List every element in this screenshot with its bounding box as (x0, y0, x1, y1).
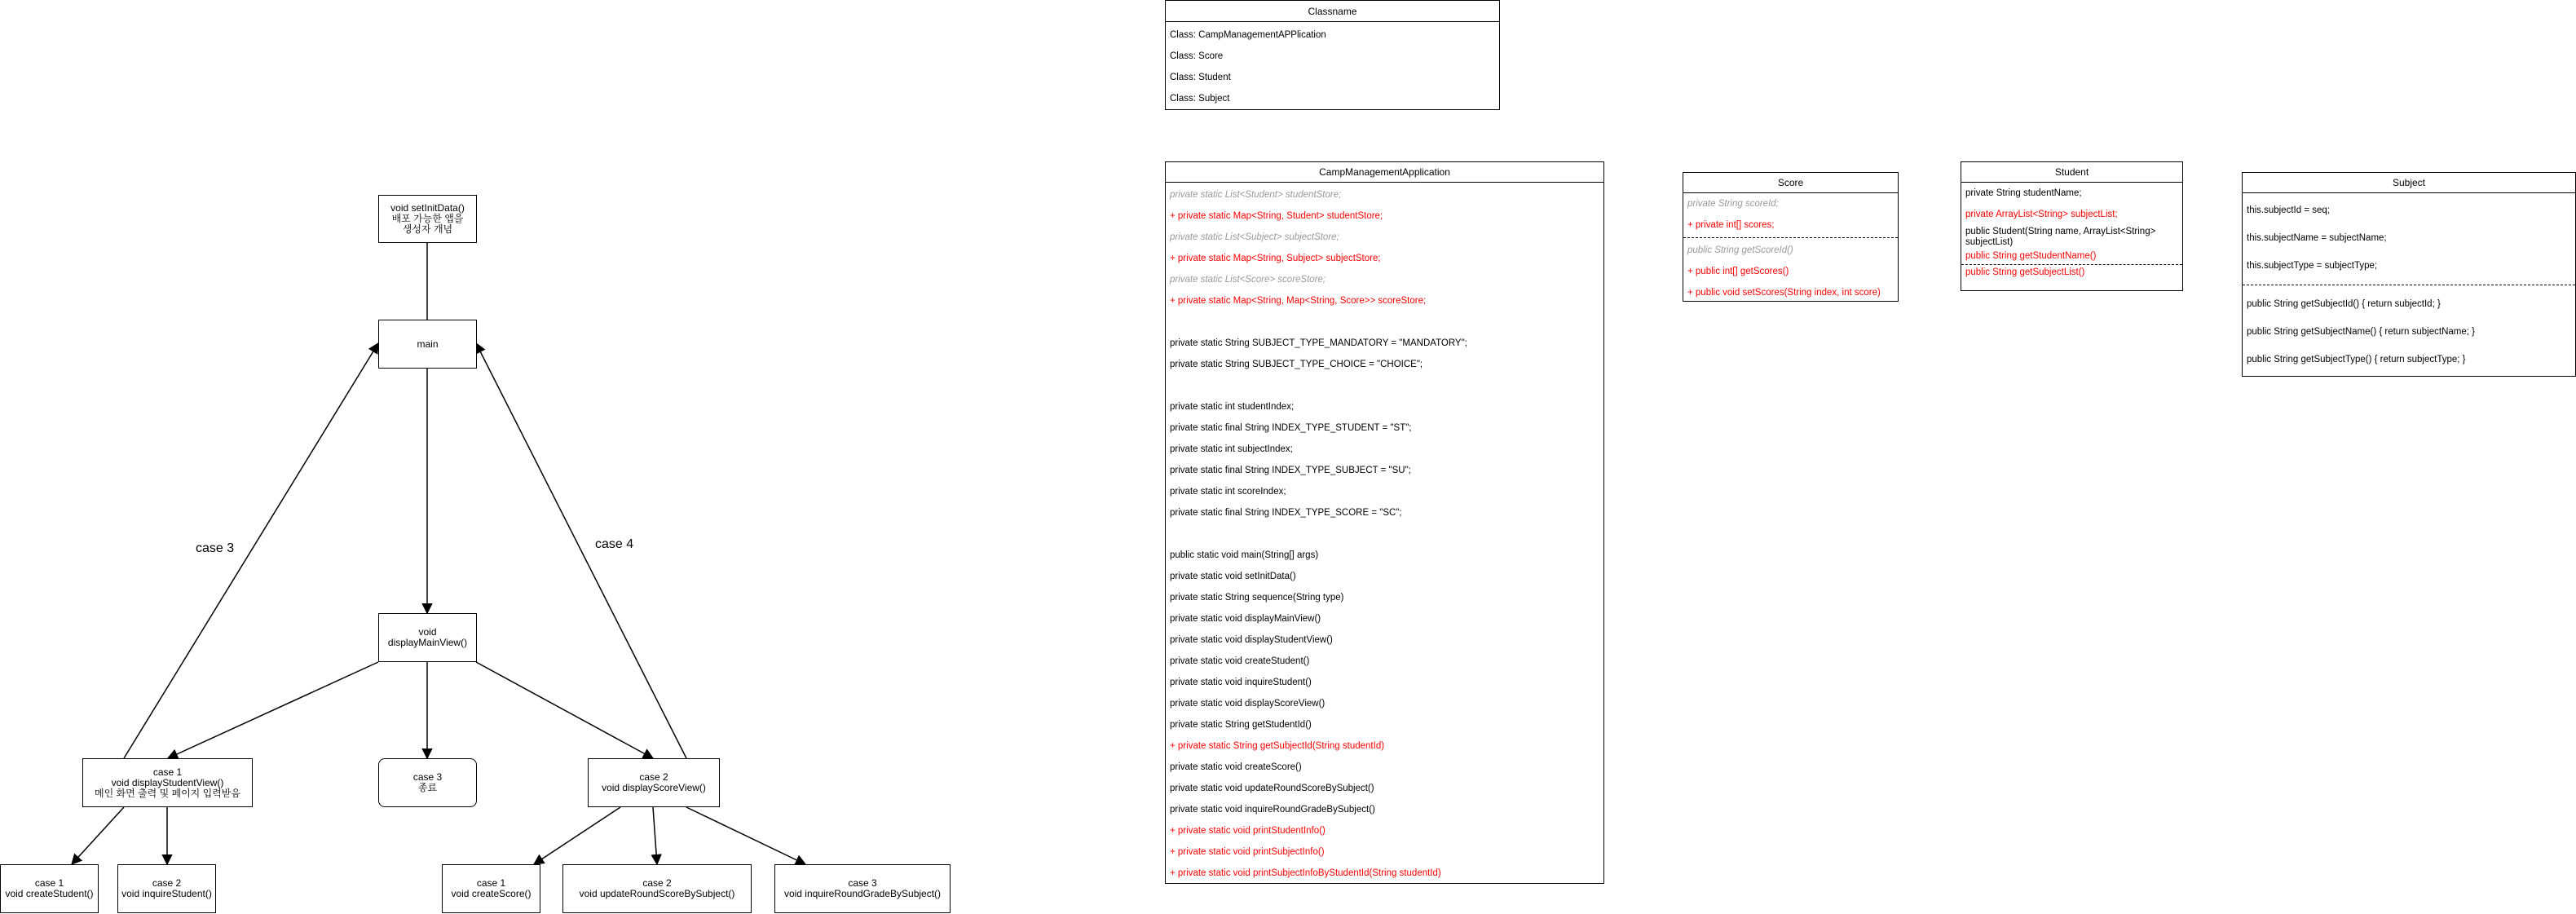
method: public String getSubjectType() { return subjectType; } (2247, 355, 2466, 364)
separator (1683, 237, 1898, 238)
method: public String getScoreId() (1687, 245, 1793, 255)
class-member-row: + private static Map<String, Student> studentStore; (1170, 211, 1383, 221)
class-student[interactable] (1961, 161, 2183, 291)
classname-title: Classname (1166, 1, 1499, 22)
method: public String getSubjectList() (1965, 267, 2085, 277)
node-create-student[interactable]: case 1 void createStudent() (0, 864, 99, 913)
class-member-row: private static void updateRoundScoreBySubject() (1170, 784, 1374, 793)
class-title: Subject (2243, 173, 2575, 193)
class-title: Student (1961, 162, 2182, 183)
field: this.subjectId = seq; (2247, 205, 2330, 215)
class-member-row: private static void createScore() (1170, 762, 1302, 772)
node-create-score[interactable]: case 1 void createScore() (442, 864, 540, 913)
node-set-init-data[interactable]: void setInitData() 배포 가능한 앱을 생성자 개념 (378, 195, 477, 243)
class-member-row: private static String SUBJECT_TYPE_MANDATORY = "MANDATORY"; (1170, 338, 1467, 348)
class-member-row: + private static void printSubjectInfoByStudentId(String studentId) (1170, 868, 1441, 878)
class-member-row: + private static void printSubjectInfo() (1170, 847, 1325, 857)
class-camp-management-application[interactable] (1165, 161, 1604, 884)
class-member-row: + private static Map<String, Map<String, Score>> scoreStore; (1170, 296, 1427, 306)
node-inquire-student[interactable]: case 2 void inquireStudent() (117, 864, 216, 913)
edge-case2-createscore (534, 807, 620, 864)
node-update-round-score[interactable]: case 2 void updateRoundScoreBySubject() (562, 864, 752, 913)
field: private ArrayList<String> subjectList; (1965, 210, 2118, 219)
class-member-row: private static List<Subject> subjectStore; (1170, 232, 1339, 242)
class-member-row: private static void inquireRoundGradeBySubject() (1170, 805, 1375, 815)
classname-row: Class: Score (1170, 51, 1224, 61)
edge-label-case4: case 4 (595, 537, 634, 551)
class-member-row: private static void createStudent() (1170, 656, 1310, 666)
class-member-row: private static String SUBJECT_TYPE_CHOICE = "CHOICE"; (1170, 360, 1423, 369)
edge-case1-createstudent (72, 807, 124, 864)
class-member-row: + private static Map<String, Subject> subjectStore; (1170, 254, 1381, 263)
class-member-row: private static String sequence(String type) (1170, 593, 1344, 603)
blank-row (1166, 523, 1603, 545)
node-case1-display-student-view[interactable]: case 1 void displayStudentView() 메인 화면 출력 및 페이지 입력받음 (82, 758, 253, 807)
class-member-row: private static void displayStudentView() (1170, 635, 1333, 645)
class-member-row: private static void displayScoreView() (1170, 699, 1325, 709)
class-member-row: private static void setInitData() (1170, 572, 1296, 581)
field: this.subjectType = subjectType; (2247, 261, 2378, 271)
classname-row: Class: Subject (1170, 94, 1230, 104)
edge-displaymain-case1 (168, 662, 378, 758)
class-subject[interactable] (2242, 172, 2576, 377)
class-member-row: private static final String INDEX_TYPE_SUBJECT = "SU"; (1170, 466, 1411, 475)
classname-row: Class: Student (1170, 73, 1231, 82)
node-inquire-round-grade[interactable]: case 3 void inquireRoundGradeBySubject() (774, 864, 951, 913)
class-title: Score (1683, 173, 1898, 193)
class-member-row: private static final String INDEX_TYPE_SCORE = "SC"; (1170, 508, 1402, 518)
field: private String scoreId; (1687, 199, 1779, 209)
node-display-main-view[interactable]: void displayMainView() (378, 613, 477, 662)
class-member-row: private static int subjectIndex; (1170, 444, 1293, 454)
class-member-row: private static List<Score> scoreStore; (1170, 275, 1326, 285)
method: + public void setScores(String index, int score) (1687, 288, 1881, 298)
class-member-row: + private static void printStudentInfo() (1170, 826, 1325, 836)
edge-case2-back-main (476, 343, 686, 758)
method: + public int[] getScores() (1687, 267, 1789, 276)
blank-row (1166, 311, 1603, 333)
classname-box[interactable] (1165, 0, 1500, 110)
field: private String studentName; (1965, 188, 2082, 198)
class-member-row: public static void main(String[] args) (1170, 550, 1319, 560)
edge-displaymain-case2 (476, 662, 653, 758)
class-member-row: private static String getStudentId() (1170, 720, 1312, 730)
class-member-row: private static List<Student> studentStore; (1170, 190, 1342, 200)
class-member-row: private static void inquireStudent() (1170, 678, 1312, 687)
node-case3-exit[interactable]: case 3 종료 (378, 758, 477, 807)
method: public String getSubjectId() { return subjectId; } (2247, 299, 2441, 309)
constructor: public Student(String name, ArrayList<String> subjectList) (1965, 227, 2156, 247)
class-member-row: + private static String getSubjectId(String studentId) (1170, 741, 1385, 751)
field: + private int[] scores; (1687, 220, 1775, 230)
class-member-row: private static void displayMainView() (1170, 614, 1321, 624)
edge-case1-back-main (124, 343, 378, 758)
class-score[interactable] (1683, 172, 1899, 302)
edge-label-case3: case 3 (196, 541, 235, 555)
edge-case2-inquiregrade (686, 807, 805, 864)
class-member-row: private static final String INDEX_TYPE_STUDENT = "ST"; (1170, 423, 1412, 433)
class-members (1166, 183, 1603, 884)
edge-case2-updatescore (653, 807, 657, 864)
class-member-row: private static int studentIndex; (1170, 402, 1295, 412)
method: public String getSubjectName() { return subjectName; } (2247, 327, 2475, 337)
classname-row: Class: CampManagementAPPlication (1170, 30, 1326, 40)
separator (1961, 264, 2182, 265)
class-member-row: private static int scoreIndex; (1170, 487, 1286, 497)
class-title: CampManagementApplication (1166, 162, 1603, 183)
blank-row (1166, 375, 1603, 396)
node-main[interactable]: main (378, 320, 477, 369)
node-case2-display-score-view[interactable]: case 2 void displayScoreView() (588, 758, 720, 807)
field: this.subjectName = subjectName; (2247, 233, 2387, 243)
method: public String getStudentName() (1965, 251, 2097, 261)
